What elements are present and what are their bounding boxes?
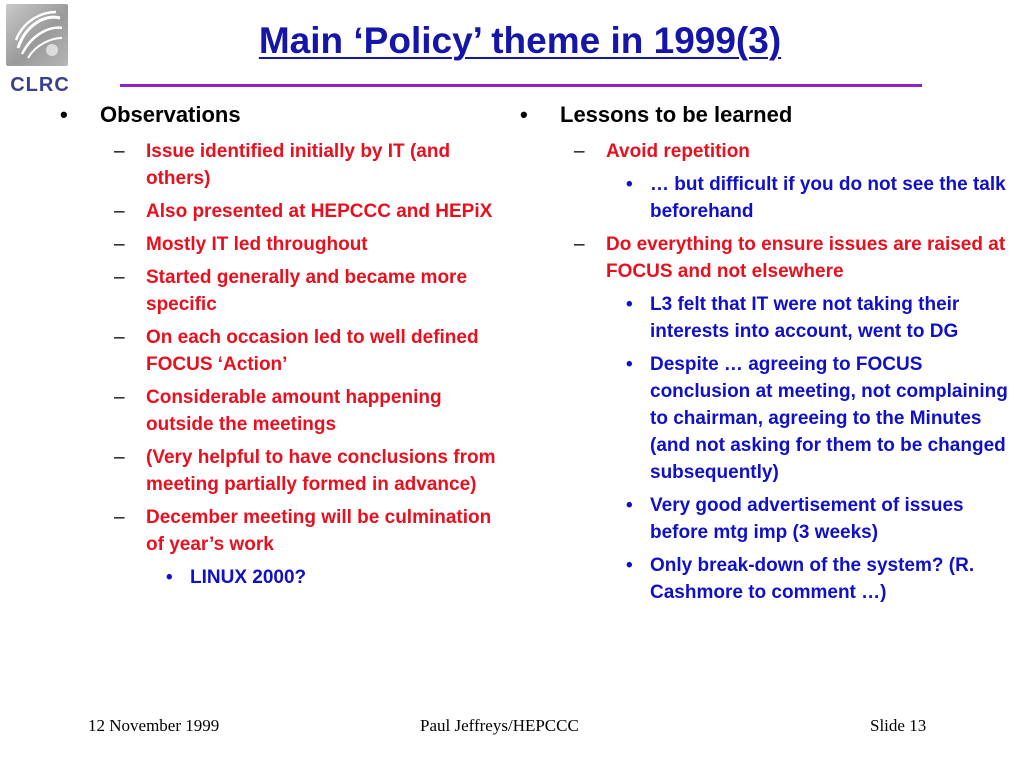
list-item: – Avoid repetition xyxy=(574,141,750,162)
list-item: – Do everything to ensure issues are raised at FOCUS and not elsewhere xyxy=(574,234,1006,282)
bullet-observations: • Observations xyxy=(60,102,241,127)
bullet-lessons: • Lessons to be learned xyxy=(520,102,793,127)
list-item: – December meeting will be culmination of year’s work xyxy=(114,507,492,555)
footer-slide-number: Slide 13 xyxy=(870,716,927,735)
list-subitem: • Despite … agreeing to FOCUS conclusion at meeting, not complaining to chairman, agreeing to the Minutes (and not asking for them to be changed subsequently) xyxy=(626,354,1008,483)
footer-date: 12 November 1999 xyxy=(88,716,220,735)
title-divider xyxy=(120,84,922,87)
list-subitem: • Only break-down of the system? (R. Cashmore to comment …) xyxy=(626,555,975,603)
footer-author: Paul Jeffreys/HEPCCC xyxy=(420,716,579,735)
slide-title: Main ‘Policy’ theme in 1999(3) xyxy=(258,20,782,61)
list-item: – On each occasion led to well defined FOCUS ‘Action’ xyxy=(114,327,479,375)
list-item: – (Very helpful to have conclusions from meeting partially formed in advance) xyxy=(114,447,496,495)
list-subitem: • … but difficult if you do not see the talk beforehand xyxy=(626,174,1006,222)
list-item: – Considerable amount happening outside the meetings xyxy=(114,387,442,435)
swirl-icon xyxy=(6,4,68,66)
list-item: – Also presented at HEPCCC and HEPiX xyxy=(114,201,493,222)
list-subitem: • Very good advertisement of issues before mtg imp (3 weeks) xyxy=(626,495,964,543)
list-item: – Mostly IT led throughout xyxy=(114,234,368,255)
list-subitem: • L3 felt that IT were not taking their interests into account, went to DG xyxy=(626,294,960,342)
left-column xyxy=(60,100,500,597)
logo-text: CLRC xyxy=(10,74,70,96)
clrc-logo xyxy=(2,4,76,96)
list-item: – Started generally and became more specific xyxy=(114,267,468,315)
logo-emblem xyxy=(6,4,68,66)
list-subitem: • LINUX 2000? xyxy=(166,567,307,588)
list-item: – Issue identified initially by IT (and others) xyxy=(114,141,451,189)
right-column xyxy=(520,100,1020,612)
